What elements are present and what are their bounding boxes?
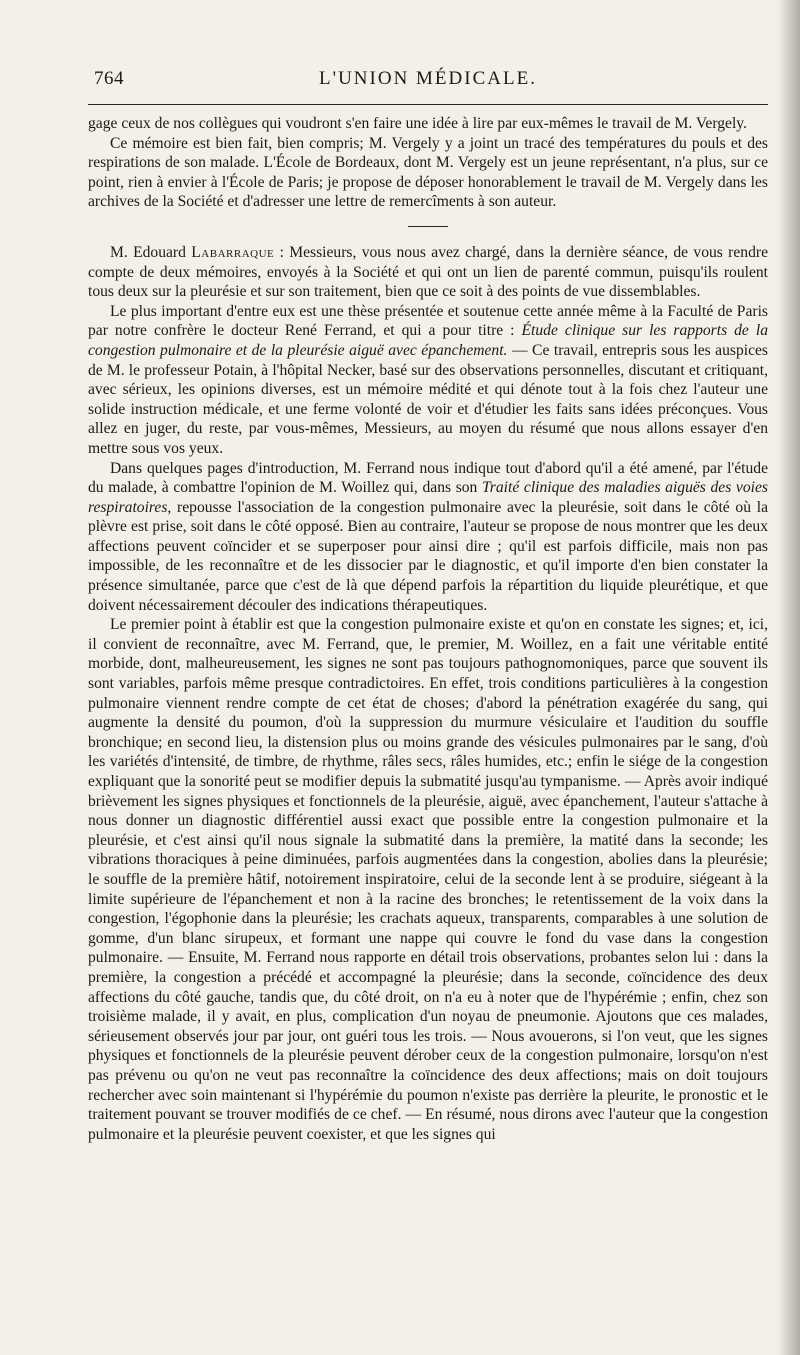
header-rule (88, 104, 768, 105)
running-title: L'UNION MÉDICALE. (319, 68, 537, 89)
paragraph-text: — Ce travail, entrepris sous les auspices de M. le professeur Potain, à l'hôpital Necker, basé sur des observations personnelles, discutant et critiquant, avec sérieux, les opinions diverses, est un mémoire médité et qui dénote tout à la fois chez l'auteur une solide instruction médicale, et une ferme volonté de voir et d'étudier les faits sans idées préconçues. Vous allez en juger, du reste, par vous-mêmes, Messieurs, au moyen du résumé que nous allons essayer d'en mettre sous vos yeux. (88, 341, 769, 457)
paragraph-continuation: gage ceux de nos collègues qui voudront s'en faire une idée à lire par eux-mêmes le travail de M. Vergely. (88, 115, 747, 132)
paragraph-text: Dans quelques pages d'introduction, M. Ferrand nous indique tout d'abord qu'il a été amené, par l'étude du malade, à combattre l'opinion de M. Woillez qui, dans son (88, 459, 768, 497)
page-header (88, 68, 768, 94)
paragraph-ferrand-thesis (88, 302, 768, 459)
paragraph-text: Le plus important d'entre eux est une thèse présentée et soutenue cette année même à la Faculté de Paris par notre confrère le docteur René Ferrand, et qui a pour titre : (88, 302, 768, 340)
paragraph-labarraque-intro (88, 243, 768, 302)
page-number: 764 (94, 68, 124, 89)
paragraph-text: : Messieurs, vous nous avez chargé, dans la dernière séance, de vous rendre compte de deux mémoires, envoyés à la Société et qui ont un lien de parenté commun, puisqu'ils roulent tous deux sur la pleurésie et sur son traitement, bien que ce soit à des points de vue dissemblables. (88, 243, 769, 301)
article-body (88, 114, 768, 1144)
paragraph-introduction-summary (88, 459, 768, 616)
paragraph-text: repousse l'association de la congestion pulmonaire avec la pleurésie, soit dans le côté où la plèvre est prise, soit dans le côté opposé. Bien au contraire, l'auteur se propose de nous montrer que les deux affections peuvent coïncider et se superposer pour ainsi dire ; qu'il est parfois difficile, mais non pas impossible, de les reconnaître et de les dissocier par le diagnostic, et qu'il importe d'en bien constater la présence simultanée, parce que c'est de là que dépend parfois la répartition du liquide pleurétique, et que doivent nécessairement découler des indications thérapeutiques. (88, 498, 768, 614)
page-edge-shadow (778, 0, 800, 1355)
speaker-prefix: M. Edouard (110, 243, 192, 261)
paragraph-diagnosis: Le premier point à établir est que la congestion pulmonaire existe et qu'on en constate les signes; et, ici, il convient de reconnaître, avec M. Ferrand, que, le premier, M. Woillez, en a fait une véritable entité morbide, dont, malheureusement, les signes ne sont pas toujours pathognomoniques, parce que souvent ils sont variables, parfois même presque contradictoires. En effet, trois conditions particulières à la congestion pulmonaire viennent rendre compte de cet état de choses; d'abord la pénétration exagérée du sang, qui augmente la densité du poumon, d'où la suppression du murmure vésiculaire et l'audition du souffle bronchique; en second lieu, la distension plus ou moins grande des vésicules pulmonaires par le sang, d'où les variétés d'intensité, de timbre, de rhythme, râles secs, râles humides, etc.; enfin le siége de la congestion expliquant que la sonorité peut se modifier depuis la submatité jusqu'au tympanisme. — Après avoir indiqué brièvement les signes physiques et fonctionnels de la pleurésie, aiguë, avec épanchement, l'auteur s'attache à nous donner un diagnostic différentiel aussi exact que possible entre la congestion pulmonaire et la pleurésie, et c'est ainsi qu'il nous signale la submatité dans la première, la matité dans la seconde; les vibrations thoraciques à peine diminuées, parfois augmentées dans la congestion, abolies dans la pleurésie; le souffle de la première hâtif, notoirement inspiratoire, celui de la seconde lent à se produire, siégeant à la limite supérieure de l'épanchement et non à la racine des bronches; le retentissement de la voix dans la congestion, l'égophonie dans la pleurésie; les crachats aqueux, transparents, comparables à une solution de gomme, d'un blanc sirupeux, et formant une nappe qui couvre le fond du vase dans la congestion pulmonaire. — Ensuite, M. Ferrand nous rapporte en détail trois observations, probantes selon lui : dans la première, la congestion a précédé et accompagné la pleurésie; dans la seconde, coïncidence des deux affections du côté gauche, tandis que, du côté droit, on n'a eu à noter que de l'hypérémie ; enfin, chez son troisième malade, il y avait, en plus, complication d'un noyau de pneumonie. Ajoutons que ces malades, sérieusement observés jour par jour, ont guéri tous les trois. — Nous avouerons, si l'on veut, que les signes physiques et fonctionnels de la pleurésie peuvent dérober ceux de la congestion pulmonaire, lorsqu'on n'est pas prévenu ou qu'on ne veut pas reconnaître la coïncidence des deux affections; mais on doit toujours rechercher avec soin maintenant si l'hypérémie du poumon n'existe pas derrière la pleurite, le pronostic et le traitement pouvant se trouver modifiés de ce chef. — En résumé, nous dirons avec l'auteur que la congestion pulmonaire et la pleurésie peuvent coexister, et que les signes qui (88, 616, 768, 1143)
section-separator (408, 226, 448, 227)
speaker-name: Labarraque (191, 243, 275, 261)
document-page (88, 0, 768, 1355)
paragraph-vergely-conclusion: Ce mémoire est bien fait, bien compris; M. Vergely y a joint un tracé des températures du pouls et des respirations de son malade. L'École de Bordeaux, dont M. Vergely est un jeune représentant, n'a plus, sur ce point, rien à envier à l'École de Paris; je propose de déposer honorablement le travail de M. Vergely dans les archives de la Société et d'adresser une lettre de remercîments à son auteur. (88, 134, 768, 211)
treatise-title: Traité clinique des maladies aiguës des voies respiratoires, (88, 479, 768, 516)
thesis-title: Étude clinique sur les rapports de la congestion pulmonaire et de la pleurésie aiguë avec épanchement. (88, 322, 768, 359)
